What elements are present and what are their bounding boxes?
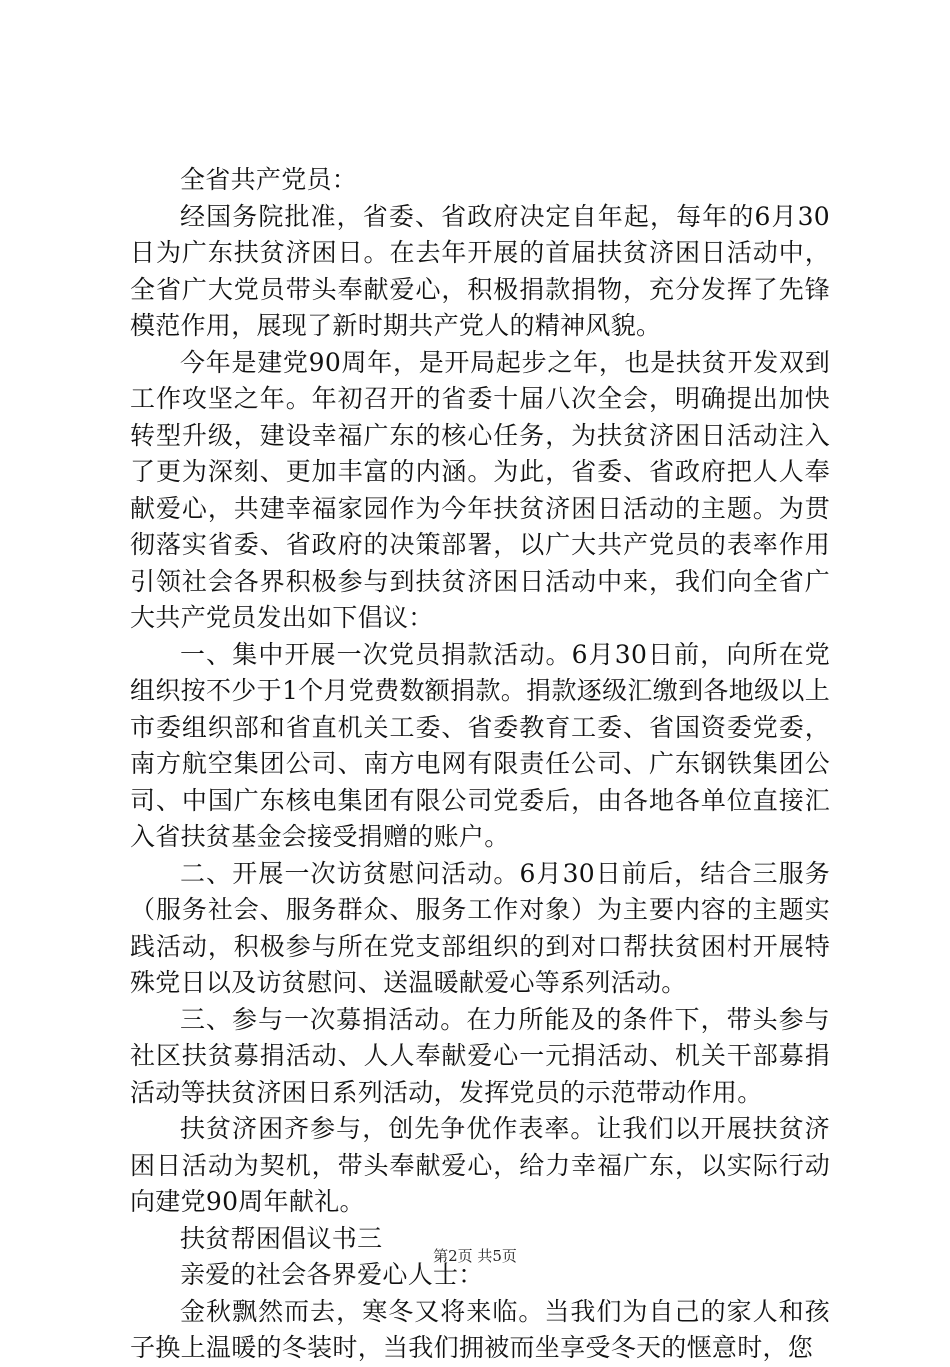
paragraph-closing: 扶贫济困齐参与，创先争优作表率。让我们以开展扶贫济困日活动为契机，带头奉献爱心，给力幸福广东，以实际行动向建党90周年献礼。 bbox=[130, 1114, 830, 1216]
paragraph-item-one: 一、集中开展一次党员捐款活动。6月30日前，向所在党组织按不少于1个月党费数额捐款。捐款逐级汇缴到各地级以上市委组织部和省直机关工委、省委教育工委、省国资委党委，南方航空集团公司、南方电网有限责任公司、广东钢铁集团公司、中国广东核电集团有限公司党委后，由各地各单位直接汇入省扶贫基金会接受捐赠的账户。 bbox=[130, 639, 830, 851]
paragraph-theme: 今年是建党90周年，是开局起步之年，也是扶贫开发双到工作攻坚之年。年初召开的省委十届八次全会，明确提出加快转型升级，建设幸福广东的核心任务，为扶贫济困日活动注入了更为深刻、更加丰富的内涵。为此，省委、省政府把人人奉献爱心，共建幸福家园作为今年扶贫济困日活动的主题。为贯彻落实省委、省政府的决策部署，以广大共产党员的表率作用引领社会各界积极参与到扶贫济困日活动中来，我们向全省广大共产党员发出如下倡议： bbox=[130, 347, 830, 632]
page-number-footer: 第2页 共5页 bbox=[433, 1247, 517, 1265]
section-heading: 扶贫帮困倡议书三 bbox=[180, 1223, 383, 1253]
paragraph-background: 经国务院批准，省委、省政府决定自年起，每年的6月30日为广东扶贫济困日。在去年开展的首届扶贫济困日活动中，全省广大党员带头奉献爱心，积极捐款捐物，充分发挥了先锋模范作用，展现了新时期共产党人的精神风貌。 bbox=[130, 201, 830, 340]
document-body bbox=[130, 162, 830, 1367]
salutation-party-members: 全省共产党员： bbox=[180, 165, 358, 194]
paragraph-item-two: 二、开展一次访贫慰问活动。6月30日前后，结合三服务（服务社会、服务群众、服务工作对象）为主要内容的主题实践活动，积极参与所在党支部组织的到对口帮扶贫困村开展特殊党日以及访贫慰问、送温暖献爱心等系列活动。 bbox=[130, 858, 830, 997]
salutation-public: 亲爱的社会各界爱心人士： bbox=[180, 1260, 484, 1289]
paragraph-item-three: 三、参与一次募捐活动。在力所能及的条件下，带头参与社区扶贫募捐活动、人人奉献爱心一元捐活动、机关干部募捐活动等扶贫济困日系列活动，发挥党员的示范带动作用。 bbox=[130, 1004, 830, 1107]
paragraph-winter-appeal: 金秋飘然而去，寒冬又将来临。当我们为自己的家人和孩子换上温暖的冬装时，当我们拥被而坐享受冬天的惬意时，您 bbox=[130, 1296, 830, 1362]
